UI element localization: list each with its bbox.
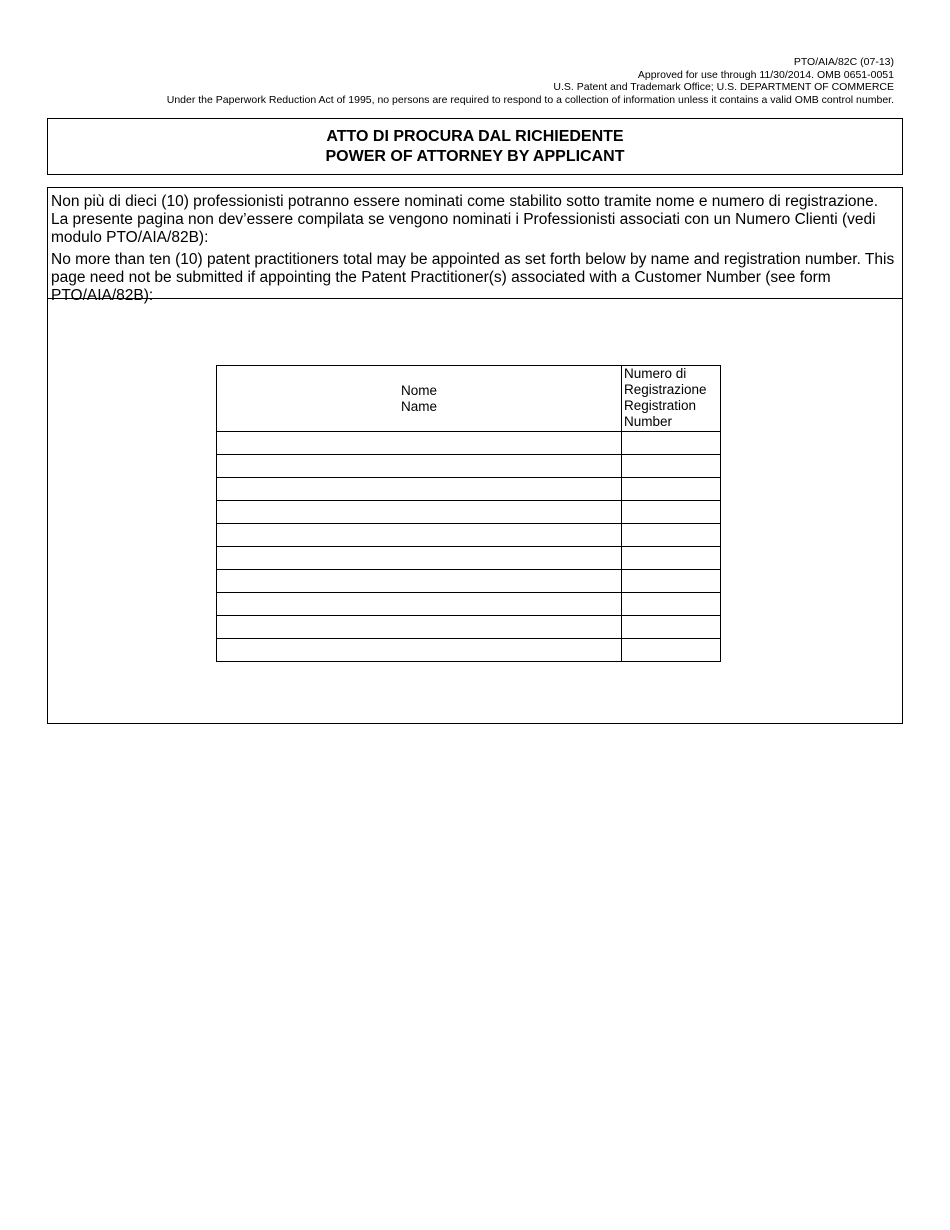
table-row [217,501,721,524]
title-italian: ATTO DI PROCURA DAL RICHIEDENTE [326,127,624,145]
form-header-meta [167,56,894,106]
registration-number-field[interactable] [622,639,721,662]
table-row [217,570,721,593]
practitioner-name-field[interactable] [217,547,622,570]
practitioner-name-field[interactable] [217,616,622,639]
approval-line: Approved for use through 11/30/2014. OMB 0651-0051 [637,68,894,81]
instructions-english: No more than ten (10) patent practitioners total may be appointed as set forth below by name and registration number. This page need not be submitted if appointing the Patent Practitioner(s) associated with a Customer Number (see form PTO/AIA/82B): [51,251,895,304]
registration-number-field[interactable] [622,547,721,570]
practitioner-name-field[interactable] [217,501,622,524]
name-column-header [217,366,622,432]
number-header-en-2: Number [624,414,673,429]
registration-number-field[interactable] [622,524,721,547]
practitioner-section [47,187,903,724]
table-header-row [217,366,721,432]
table-row [217,547,721,570]
registration-number-field[interactable] [622,501,721,524]
table-row [217,432,721,455]
name-header-english: Name [400,398,437,414]
practitioner-name-field[interactable] [217,524,622,547]
table-row [217,639,721,662]
practitioner-table [216,365,721,662]
instructions-block [48,188,902,304]
form-id: PTO/AIA/82C (07-13) [793,56,894,68]
registration-number-field[interactable] [622,455,721,478]
number-header-it-1: Numero di [624,366,687,381]
registration-number-field[interactable] [622,432,721,455]
number-header-it-2: Registrazione [624,382,707,397]
title-english: POWER OF ATTORNEY BY APPLICANT [325,147,625,165]
practitioner-name-field[interactable] [217,639,622,662]
name-header-italian: Nome [400,382,437,398]
registration-number-column-header [622,366,721,432]
practitioner-name-field[interactable] [217,455,622,478]
practitioner-name-field[interactable] [217,432,622,455]
table-row [217,455,721,478]
form-title-box [47,118,903,175]
table-row [217,478,721,501]
practitioner-name-field[interactable] [217,570,622,593]
practitioner-name-field[interactable] [217,593,622,616]
agency-line: U.S. Patent and Trademark Office; U.S. DEPARTMENT OF COMMERCE [553,81,894,93]
registration-number-field[interactable] [622,570,721,593]
table-row [217,524,721,547]
practitioner-name-field[interactable] [217,478,622,501]
instructions-italian: Non più di dieci (10) professionisti potranno essere nominati come stabilito sotto tramite nome e numero di registrazione. La presente pagina non dev’essere compilata se vengono nominati i Professionisti associati con un Numero Clienti (vedi modulo PTO/AIA/82B): [51,193,879,246]
table-row [217,593,721,616]
registration-number-field[interactable] [622,593,721,616]
registration-number-field[interactable] [622,478,721,501]
table-row [217,616,721,639]
paperwork-notice: Under the Paperwork Reduction Act of 1995, no persons are required to respond to a collection of information unless it contains a valid OMB control number. [166,93,894,106]
number-header-en-1: Registration [624,398,697,413]
registration-number-field[interactable] [622,616,721,639]
